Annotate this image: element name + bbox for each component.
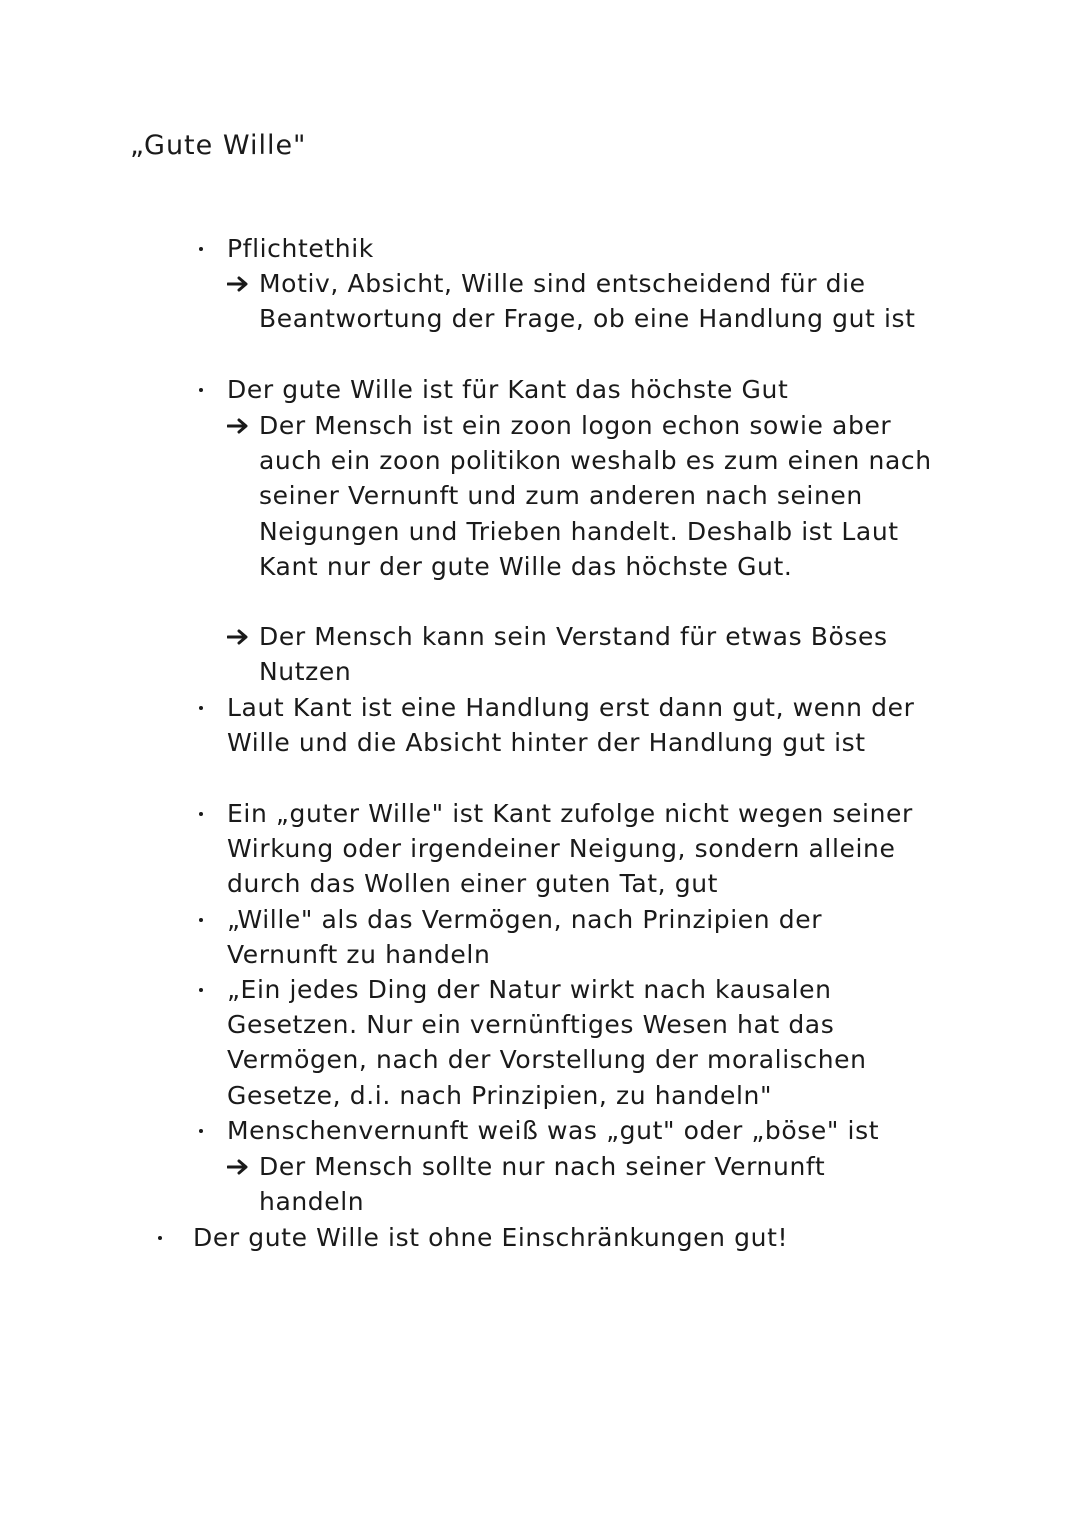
sub-item [227,1149,947,1219]
bullet-dot [199,918,203,922]
bullet-dot [199,388,203,392]
list-item [227,372,947,407]
arrow-right-icon [227,418,253,434]
list-item-text: Menschenvernunft weiß was „gut" oder „böse" ist [227,1116,880,1145]
bullet-dot [158,1236,162,1240]
bullet-dot [199,812,203,816]
bullet-dot [199,1129,203,1133]
final-list-item-text: Der gute Wille ist ohne Einschränkungen gut! [193,1223,789,1252]
list-item-text: Der gute Wille ist für Kant das höchste Gut [227,375,789,404]
bullet-dot [199,247,203,251]
bullet-dot [199,988,203,992]
list-item [227,231,947,266]
arrow-right-icon [227,1159,253,1175]
page-title: „Gute Wille" [130,130,307,161]
list-item [227,902,907,972]
sub-item-text: Der Mensch sollte nur nach seiner Vernunft handeln [259,1152,826,1217]
sub-item [227,408,947,584]
list-item-text: Ein „guter Wille" ist Kant zufolge nicht wegen seiner Wirkung oder irgendeiner Neigung, sondern alleine durch das Wollen einer guten Tat, gut [227,799,913,899]
list-item-text: Pflichtethik [227,234,374,263]
bullet-dot [199,706,203,710]
list-item [227,1113,957,1148]
list-item-text: „Ein jedes Ding der Natur wirkt nach kausalen Gesetzen. Nur ein vernünftiges Wesen hat das Vermögen, nach der Vorstellung der moralischen Gesetze, d.i. nach Prinzipien, zu handeln" [227,975,867,1110]
sub-item-text: Der Mensch kann sein Verstand für etwas Böses Nutzen [259,622,888,687]
final-list-item [193,1220,953,1255]
sub-item [227,619,947,689]
list-item [227,690,927,760]
list-item [227,796,947,902]
list-item-text: „Wille" als das Vermögen, nach Prinzipien der Vernunft zu handeln [227,905,823,970]
sub-item-text: Der Mensch ist ein zoon logon echon sowie aber auch ein zoon politikon weshalb es zum einen nach seiner Vernunft und zum anderen nach seinen Neigungen und Trieben handelt. Deshalb ist Laut Kant nur der gute Wille das höchste Gut. [259,411,932,581]
list-item [227,972,927,1113]
sub-item-text: Motiv, Absicht, Wille sind entscheidend für die Beantwortung der Frage, ob eine Handlung gut ist [259,269,916,334]
arrow-right-icon [227,629,253,645]
sub-item [227,266,947,336]
list-item-text: Laut Kant ist eine Handlung erst dann gut, wenn der Wille und die Absicht hinter der Handlung gut ist [227,693,915,758]
arrow-right-icon [227,276,253,292]
